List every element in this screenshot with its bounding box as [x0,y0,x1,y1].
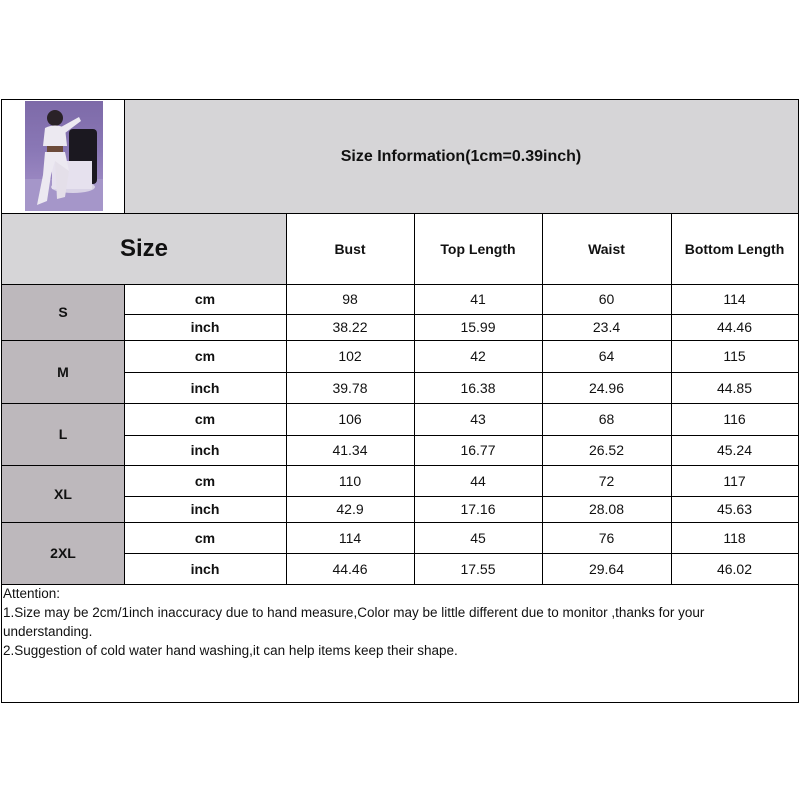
grid-line-horizontal [1,465,799,466]
notes-heading: Attention: [3,586,61,601]
unit-label-cm: cm [194,348,216,364]
size-label: L [2,403,124,465]
table-cell-cm: 114 [723,291,746,307]
grid-line-horizontal [1,340,799,341]
unit-label-inch: inch [190,379,220,396]
grid-line-horizontal [1,213,799,214]
table-cell-inch: 15.99 [460,319,496,335]
grid-line-vertical [124,99,125,214]
grid-line-vertical [414,213,415,585]
unit-label-inch: inch [190,319,220,335]
notes-border-bottom [1,702,799,703]
table-cell-inch: 16.38 [460,379,496,396]
table-cell-cm: 106 [338,411,362,427]
note-line-2: 2.Suggestion of cold water hand washing,it can help items keep their shape. [3,643,458,658]
grid-line-horizontal [1,403,799,404]
table-cell-inch: 45.24 [716,442,753,458]
size-label: XL [2,465,124,522]
table-cell-inch: 44.46 [332,560,368,577]
table-border-top [1,99,799,100]
table-cell-cm: 43 [470,411,486,427]
table-cell-inch: 44.85 [716,379,753,396]
table-cell-inch: 16.77 [460,442,496,458]
unit-label-inch: inch [190,442,220,458]
unit-label-inch: inch [190,501,220,517]
grid-line-horizontal [124,496,799,497]
grid-line-horizontal [124,372,799,373]
table-cell-cm: 118 [723,529,746,546]
column-header-top-length: Top Length [440,240,516,257]
table-cell-cm: 68 [598,411,615,427]
column-header-bust: Bust [334,240,366,257]
table-cell-cm: 45 [470,529,486,546]
column-header-waist: Waist [588,240,625,257]
unit-label-cm: cm [194,411,216,427]
unit-label-cm: cm [194,291,216,307]
table-cell-cm: 64 [598,348,615,364]
model-figure-icon [25,101,103,211]
grid-line-horizontal [1,584,799,585]
note-line-1: 1.Size may be 2cm/1inch inaccuracy due to hand measure,Color may be little different due to monitor ,thanks for your [3,605,705,620]
grid-line-horizontal [124,553,799,554]
grid-line-horizontal [1,522,799,523]
table-cell-inch: 24.96 [588,379,625,396]
table-cell-cm: 115 [723,348,746,364]
table-border-right [798,99,799,703]
table-cell-cm: 110 [338,472,362,489]
grid-line-horizontal [124,314,799,315]
table-cell-cm: 41 [470,291,486,307]
table-cell-inch: 39.78 [332,379,368,396]
table-cell-inch: 46.02 [716,560,753,577]
table-cell-cm: 76 [598,529,615,546]
table-cell-inch: 44.46 [716,319,753,335]
grid-line-vertical [671,213,672,585]
table-cell-cm: 114 [338,529,362,546]
note-line-1-cont: understanding. [3,624,93,639]
table-cell-inch: 45.63 [716,501,753,517]
size-label: 2XL [2,522,124,584]
grid-line-vertical [542,213,543,585]
page-title: Size Information(1cm=0.39inch) [124,100,798,213]
table-cell-cm: 98 [342,291,358,307]
table-cell-inch: 41.34 [332,442,368,458]
unit-label-inch: inch [190,560,220,577]
table-cell-cm: 42 [470,348,486,364]
unit-label-cm: cm [194,529,216,546]
table-cell-inch: 42.9 [336,501,364,517]
table-cell-inch: 17.55 [460,560,496,577]
grid-line-horizontal [1,284,799,285]
table-border-left [1,99,2,703]
table-cell-cm: 72 [598,472,615,489]
unit-label-cm: cm [194,472,216,489]
table-cell-cm: 117 [723,472,746,489]
table-cell-inch: 26.52 [588,442,625,458]
size-label: S [2,284,124,340]
table-cell-cm: 102 [338,348,362,364]
table-cell-inch: 23.4 [592,319,621,335]
grid-line-horizontal [124,435,799,436]
table-cell-cm: 60 [598,291,615,307]
table-cell-inch: 29.64 [588,560,625,577]
table-cell-cm: 116 [723,411,746,427]
product-photo [25,101,103,211]
size-column-header: Size [2,213,286,284]
table-cell-cm: 44 [470,472,486,489]
size-label: M [2,340,124,403]
column-header-bottom-length: Bottom Length [684,240,785,257]
table-cell-inch: 38.22 [332,319,368,335]
table-cell-inch: 28.08 [588,501,625,517]
grid-line-vertical [286,213,287,585]
table-cell-inch: 17.16 [460,501,496,517]
